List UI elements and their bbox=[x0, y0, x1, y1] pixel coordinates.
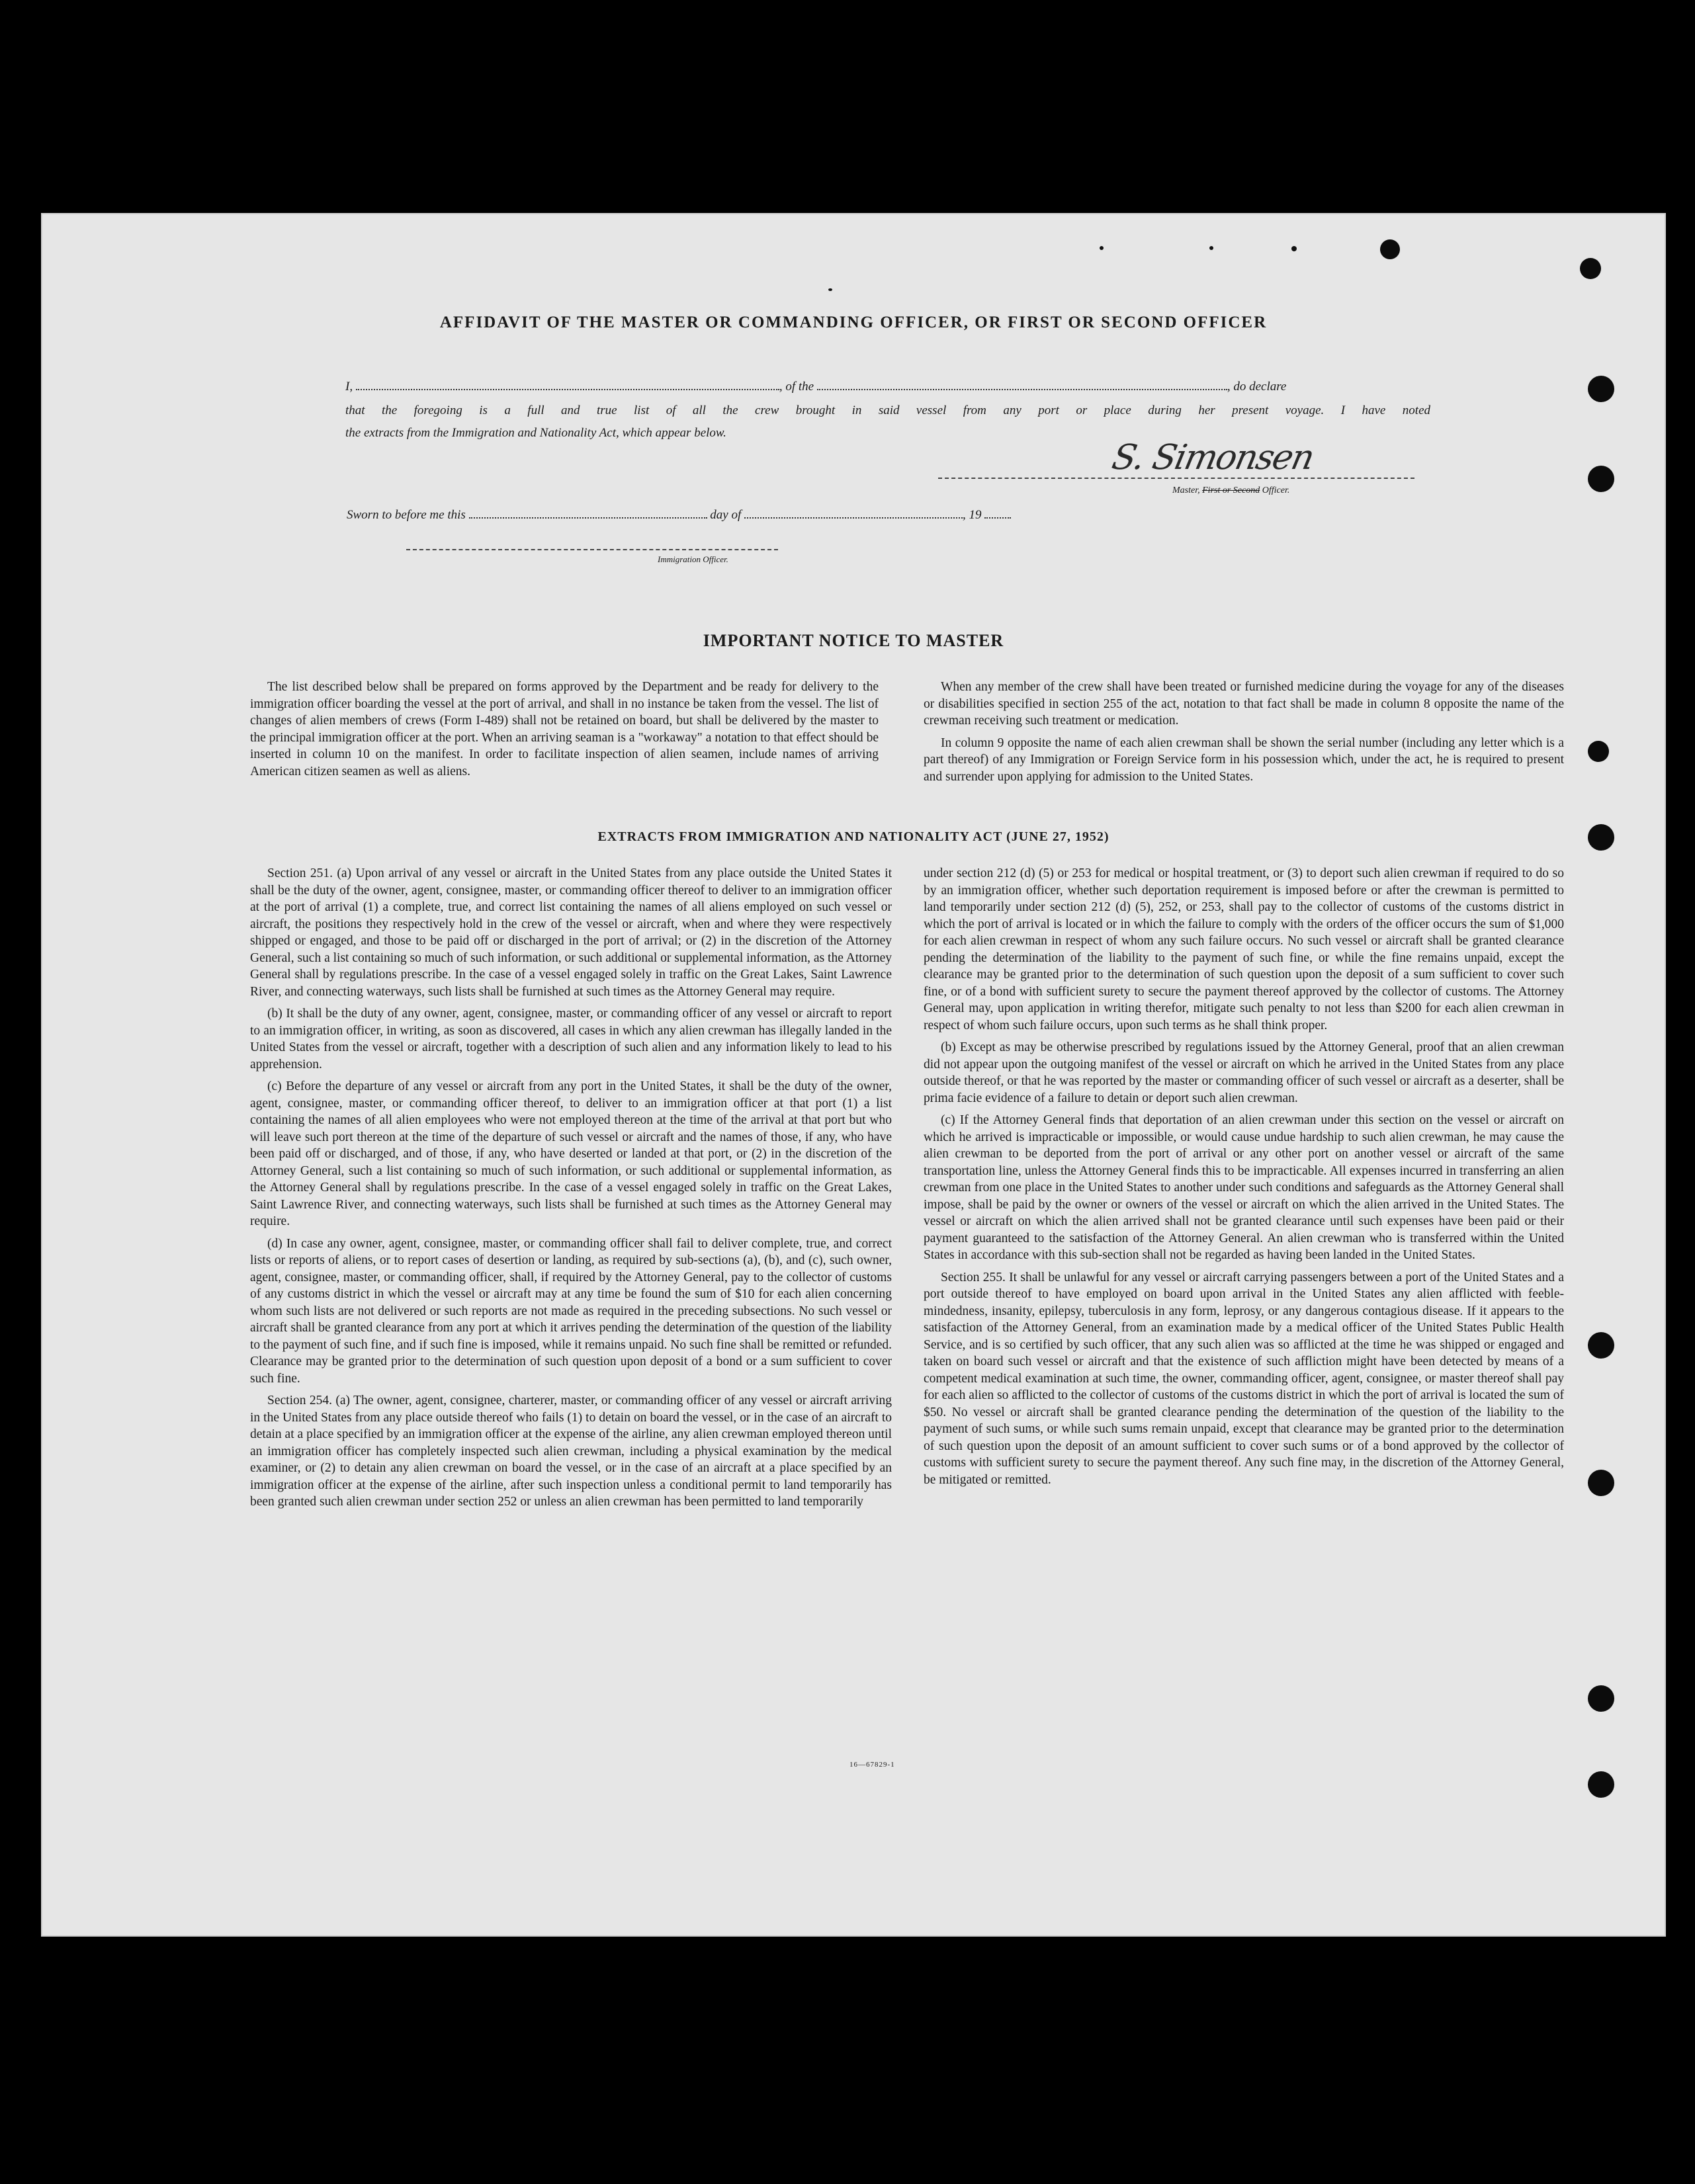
speck bbox=[1291, 246, 1297, 251]
form-code: 16—67829-1 bbox=[849, 1761, 895, 1769]
act-paragraph: (c) Before the departure of any vessel or aircraft from any port in the United States, it shall be the duty of the owner, agent, consignee, master, or commanding officer thereof, to deliver to an immigration officer at that port (1) a list containing the names of all alien employees who were not employed thereon at the time of the arrival at that port but who will leave such port thereon at the time of the departure of such vessel or aircraft and the names of those, if any, who have been paid off or discharged, and of those, if any, who have deserted or landed at that port, or (2) in the discretion of the Attorney General, such a list containing so much of such information, or such additional or supplemental information, as the Attorney General shall by regulations prescribe. In the case of a vessel engaged solely in traffic on the Great Lakes, Saint Lawrence River, and connecting waterways, such lists shall be furnished at such times as the Attorney General may require. bbox=[250, 1079, 892, 1228]
declarant-prefix: I, bbox=[345, 380, 353, 394]
act-right-column bbox=[924, 865, 1564, 1488]
punch-hole bbox=[1588, 1685, 1614, 1712]
notice-paragraph: In column 9 opposite the name of each alien crewman shall be shown the serial number (including any letter which is a part thereof) of any Immigration or Foreign Service form in his possession which, under the act, he is required to present and surrender upon applying for admission to the United States. bbox=[924, 735, 1564, 784]
speck bbox=[828, 288, 832, 291]
punch-hole bbox=[1588, 1470, 1614, 1496]
sworn-label: Sworn to before me this bbox=[347, 508, 466, 522]
notice-right-column bbox=[924, 679, 1564, 785]
act-paragraph: Section 255. It shall be unlawful for any vessel or aircraft carrying passengers between a port of the United States and a port outside thereof to have employed on board upon arrival in the United States any alien afflicted with feeble-mindedness, insanity, epilepsy, tuberculosis in any form, leprosy, or any dangerous contagious disease. If it appears to the satisfaction of the Attorney General, from an examination made by a medical officer of the United States Public Health Service, and is so certified by such officer, that any such alien was so afflicted at the time he was shipped or engaged and taken on board such vessel or aircraft and that the existence of such affliction might have been detected by means of a competent medical examination at such time, the owner, commanding officer, agent, consignee, or master thereof shall pay for each alien so afflicted to the collector of customs of the customs district in which the port of arrival is located the sum of $50. No vessel or aircraft shall be granted clearance pending the determination of the question of the liability to the payment of such sums, or while such sums remain unpaid, except that clearance may be granted prior to the determination of such question upon the deposit of an amount sufficient to cover such sums or of a bond approved by the collector of customs with sufficient surety to secure the payment thereof. Any such fine may, in the discretion of the Attorney General, be mitigated or remitted. bbox=[924, 1270, 1564, 1487]
name-blank[interactable] bbox=[356, 377, 779, 390]
document-page bbox=[41, 213, 1666, 1937]
master-signature: S. Simonsen bbox=[1108, 438, 1317, 478]
punch-hole bbox=[1580, 258, 1601, 279]
affidavit-statement: that the foregoing is a full and true list of all the crew brought in said vessel from any port or place during her present voyage. I have noted bbox=[345, 403, 1430, 417]
notice-paragraph: The list described below shall be prepared on forms approved by the Department and be ready for delivery to the immigration officer boarding the vessel at the port of arrival, and shall in no instance be taken from the vessel. The list of changes of alien members of crews (Form I-489) shall not be retained on board, but shall be delivered by the master to the principal immigration officer at the port. When an arriving seaman is a "workaway" a notation to that effect should be inserted in column 10 on the manifest. In order to facilitate inspection of alien seamen, include names of arriving American citizen seamen as well as aliens. bbox=[250, 680, 879, 778]
signature-line[interactable] bbox=[938, 478, 1414, 479]
punch-hole bbox=[1380, 239, 1400, 259]
affidavit-statement-continued: the extracts from the Immigration and Nationality Act, which appear below. bbox=[345, 426, 726, 440]
day-blank[interactable] bbox=[469, 505, 707, 519]
punch-hole bbox=[1588, 1771, 1614, 1798]
affidavit-declaration-line bbox=[345, 377, 1430, 394]
act-paragraph: Section 251. (a) Upon arrival of any vessel or aircraft in the United States from any place outside the United States it shall be the duty of the owner, agent, consignee, master, or commanding officer thereof to deliver to an immigration officer at the port of arrival (1) a complete, true, and correct list containing the names of all aliens employed on such vessel or aircraft, the positions they respectively hold in the crew of the vessel or aircraft, when and where they were respectively shipped or engaged, and those to be paid off or discharged in the port of arrival; or (2) in the discretion of the Attorney General, such a list containing so much of such information, or such additional or supplemental information, as the Attorney General shall by regulations prescribe. In the case of a vessel engaged solely in traffic on the Great Lakes, Saint Lawrence River, and connecting waterways, such lists shall be furnished at such times as the Attorney General may require. bbox=[250, 866, 892, 999]
year-blank[interactable] bbox=[984, 505, 1011, 519]
act-left-column bbox=[250, 865, 892, 1511]
sworn-row bbox=[347, 505, 1141, 523]
notice-left-column bbox=[250, 679, 879, 780]
punch-hole bbox=[1588, 466, 1614, 492]
act-paragraph: (b) It shall be the duty of any owner, agent, consignee, master, or commanding officer of any vessel or aircraft to report to an immigration officer, in writing, as soon as discovered, all cases in which any alien crewman has illegally landed in the United States from the vessel or aircraft, together with a description of such alien and any information likely to lead to his apprehension. bbox=[250, 1007, 892, 1071]
act-paragraph: Section 254. (a) The owner, agent, consignee, charterer, master, or commanding officer of any vessel or aircraft arriving in the United States from any place outside thereof who fails (1) to detain on board the vessel, or in the case of an aircraft to detain at a place specified by an immigration officer at the expense of the airline, any alien crewman employed thereon until an immigration officer has completely inspected such alien crewman, including a physical examination by the medical examiner, or (2) to detain any alien crewman on board the vessel, or in the case of an aircraft at a place specified by an immigration officer at the expense of the airline, after such inspection unless a conditional permit to land temporarily has been granted such alien crewman under section 252 or unless an alien crewman has been permitted to land temporarily bbox=[250, 1394, 892, 1509]
notice-title: IMPORTANT NOTICE TO MASTER bbox=[703, 631, 1004, 650]
act-paragraph: (b) Except as may be otherwise prescribed by regulations issued by the Attorney General, proof that an alien crewman did not appear upon the outgoing manifest of the vessel or aircraft on which he arrived in the United States from any place outside thereof, or that he was reported by the master or commanding officer of such vessel or aircraft as a deserter, shall be prima facie evidence of a failure to detain or deport such alien crewman. bbox=[924, 1040, 1564, 1105]
day-of-label: day of bbox=[710, 508, 742, 522]
immigration-officer-line[interactable] bbox=[406, 549, 778, 550]
speck bbox=[1209, 246, 1213, 250]
punch-hole bbox=[1588, 1332, 1614, 1359]
of-the-label: , of the bbox=[779, 380, 814, 394]
month-blank[interactable] bbox=[744, 505, 963, 519]
act-paragraph: under section 212 (d) (5) or 253 for medical or hospital treatment, or (3) to deport such alien crewman if required to do so by an immigration officer, whether such deportation requirement is imposed before or after the crewman is permitted to land temporarily under section 212 (d) (5), 252, or 253, shall pay to the collector of customs of the customs district in which the port of arrival is located or in which the failure to comply with the orders of the officer occurs the sum of $1,000 for each alien crewman in respect of whom any such failure occurs. No such vessel or aircraft shall be granted clearance pending the determination of the liability to the payment of such fine, or while the fine remains unpaid, except the clearance may be granted prior to the determination of such question upon the deposit of a sum sufficient to cover such fine, or of a bond with sufficient surety to secure the payment thereof approved by the collector of customs. The Attorney General may, upon application in writing therefor, mitigate such penalty to not less than $200 for each alien crewman in respect of whom such failure occurs, upon such terms as he shall think proper. bbox=[924, 866, 1564, 1032]
signature-caption: Master, First or Second Officer. bbox=[1172, 485, 1290, 495]
struck-text: First or Second bbox=[1202, 485, 1260, 495]
do-declare-label: , do declare bbox=[1227, 380, 1287, 394]
immigration-officer-caption: Immigration Officer. bbox=[658, 554, 728, 564]
affidavit-title: AFFIDAVIT OF THE MASTER OR COMMANDING OFFICER, OR FIRST OR SECOND OFFICER bbox=[439, 314, 1268, 331]
speck bbox=[1100, 246, 1104, 250]
vessel-blank[interactable] bbox=[817, 377, 1227, 390]
extracts-title: EXTRACTS FROM IMMIGRATION AND NATIONALITY ACT (JUNE 27, 1952) bbox=[597, 829, 1109, 844]
year-label: , 19 bbox=[963, 508, 982, 522]
punch-hole bbox=[1588, 376, 1614, 402]
act-paragraph: (d) In case any owner, agent, consignee, master, or commanding officer shall fail to deliver complete, true, and correct lists or reports of aliens, or to report cases of desertion or landing, as required by sub-sections (a), (b), and (c), such owner, agent, consignee, master, or commanding officer, shall, if required by the Attorney General, pay to the collector of customs of any customs district in which the vessel or aircraft may at any time be found the sum of $10 for each alien concerning whom such lists are not delivered or such reports are not made as required in the preceding subsections. No such vessel or aircraft shall be granted clearance from any port at which it arrives pending the determination of the question of the liability to the payment of such fine, and if such fine is imposed, while it remains unpaid. No such fine shall be remitted or refunded. Clearance may be granted prior to the determination of such question upon deposit of a bond or a sum sufficient to cover such fine. bbox=[250, 1236, 892, 1386]
notice-paragraph: When any member of the crew shall have been treated or furnished medicine during the voyage for any of the diseases or disabilities specified in section 255 of the act, notation to that fact shall be made in column 8 opposite the name of the crewman receiving such treatment or medication. bbox=[924, 680, 1564, 728]
punch-hole bbox=[1588, 741, 1609, 762]
act-paragraph: (c) If the Attorney General finds that deportation of an alien crewman under this section on the vessel or aircraft on which he arrived is impracticable or impossible, or would cause undue hardship to such alien crewman, he may cause the alien crewman to be deported from the port of arrival or any other port on another vessel or aircraft of the same transportation line, unless the Attorney General finds this to be impracticable. All expenses incurred in transferring an alien crewman from one place in the United States to another under such conditions and safeguards as the Attorney General shall impose, shall be paid by the owner or owners of the vessel or aircraft on which the alien arrived in the United States. The vessel or aircraft on which the alien arrived shall not be granted clearance until such expenses have been paid or their payment guaranteed to the satisfaction of the Attorney General. An alien crewman who is transferred within the United States in accordance with this sub-section shall not be regarded as having been landed in the United States. bbox=[924, 1113, 1564, 1262]
